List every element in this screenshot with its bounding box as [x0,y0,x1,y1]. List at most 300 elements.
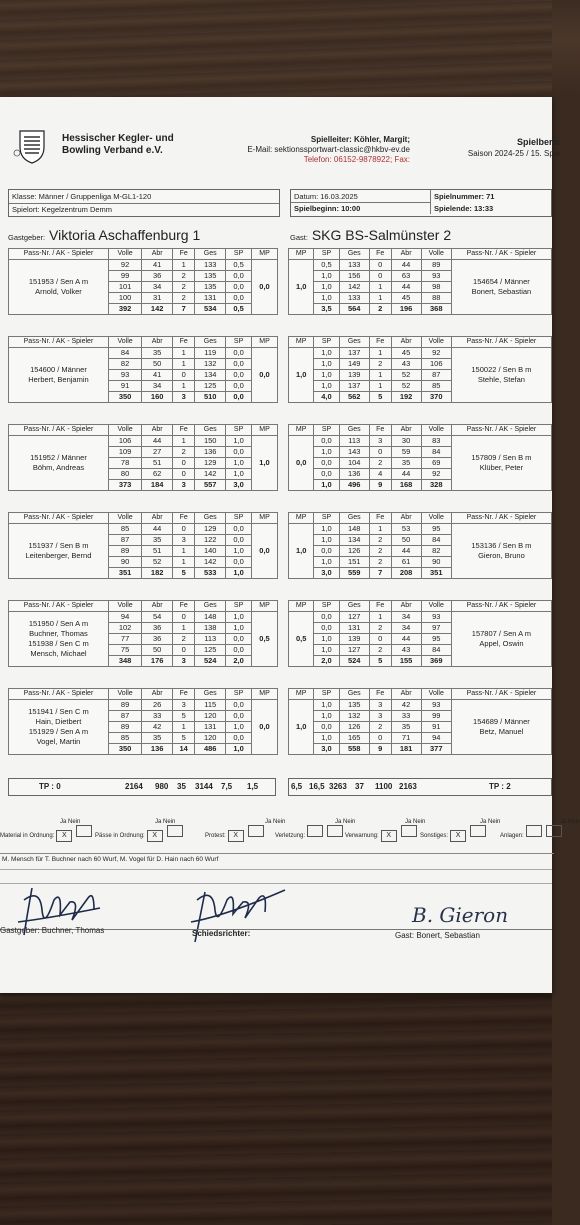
home-score-cell: 3,0 [226,480,252,491]
home-score-cell: 84 [108,348,141,359]
away-score-cell: 1,0 [314,535,339,546]
away-score-cell: 85 [421,381,451,392]
home-col-header: Pass-Nr. / AK - Spieler [9,689,109,700]
check-box-ja[interactable]: X [228,830,244,842]
home-score-cell: 0,5 [226,304,252,315]
away-signature-label: Gast: Bonert, Sebastian [395,931,480,940]
away-score-cell: 139 [339,634,369,645]
home-score-cell: 0,0 [226,381,252,392]
check-box-nein[interactable] [167,825,183,837]
away-score-cell: 90 [421,557,451,568]
away-col-header: Abr [391,337,421,348]
spielnummer: Spielnummer: 71 [434,192,495,201]
home-score-cell: 348 [108,656,141,667]
home-score-cell: 33 [142,711,173,722]
away-col-header: Pass-Nr. / AK - Spieler [451,601,551,612]
home-score-cell: 3 [173,535,195,546]
home-score-cell: 1 [173,546,195,557]
home-tp: TP : 0 [39,782,61,791]
home-col-header: Volle [108,337,141,348]
away-player-line: 150022 / Sen B m [471,365,532,374]
home-col-header: Pass-Nr. / AK - Spieler [9,249,109,260]
home-totals-box [8,778,276,796]
away-score-cell: 4 [369,469,391,480]
away-score-cell: 5 [369,392,391,403]
away-score-cell: 98 [421,282,451,293]
away-game-table-2 [288,336,552,403]
home-score-cell: 150 [195,436,226,447]
home-score-cell: 129 [195,524,226,535]
home-col-header: SP [226,425,252,436]
home-score-cell: 0,0 [226,370,252,381]
home-score-cell: 1 [173,623,195,634]
home-lane-row [9,260,278,271]
home-lane-row [9,700,278,711]
klasse: Klasse: Männer / Gruppenliga M-GL1-120 [9,190,279,204]
away-total-value: 6,5 [291,782,303,791]
home-score-cell: 2 [173,271,195,282]
check-box-nein[interactable] [76,825,92,837]
away-score-cell: 2 [369,535,391,546]
home-score-cell: 1 [173,359,195,370]
away-score-cell: 5 [369,656,391,667]
check-box-ja[interactable] [526,825,542,837]
away-score-cell: 95 [421,634,451,645]
home-col-header: Fe [173,425,195,436]
home-player-line: 151929 / Sen A m [28,727,89,736]
away-score-cell: 83 [421,436,451,447]
check-box-ja[interactable]: X [147,830,163,842]
away-score-cell: 3,5 [314,304,339,315]
away-col-header: Pass-Nr. / AK - Spieler [451,689,551,700]
away-score-cell: 1,0 [314,381,339,392]
home-score-cell: 54 [142,612,173,623]
check-label: Sonstiges: [420,833,449,839]
home-game-table-3 [8,424,278,491]
home-score-cell: 31 [142,293,173,304]
away-mp-cell: 0,0 [289,436,314,491]
home-player-line: 151953 / Sen A m [28,277,89,286]
away-score-cell: 181 [391,744,421,755]
home-score-cell: 102 [108,623,141,634]
away-score-cell: 0,5 [314,260,339,271]
away-lane-row [289,348,552,359]
home-score-cell: 89 [108,722,141,733]
away-score-cell: 559 [339,568,369,579]
home-score-cell: 99 [108,271,141,282]
away-score-cell: 0,0 [314,458,339,469]
home-score-cell: 62 [142,469,173,480]
home-score-cell: 44 [142,524,173,535]
home-col-header: Volle [108,425,141,436]
home-col-header: Fe [173,601,195,612]
home-col-header: SP [226,337,252,348]
away-col-header: Volle [421,689,451,700]
away-score-cell: 126 [339,546,369,557]
away-game-table-5 [288,600,552,667]
home-col-header: MP [252,425,278,436]
home-score-cell: 138 [195,623,226,634]
away-player-cell [451,260,551,315]
home-score-cell: 0,5 [226,260,252,271]
away-score-cell: 370 [421,392,451,403]
home-col-header: Fe [173,513,195,524]
away-score-cell: 82 [421,546,451,557]
home-score-cell: 373 [108,480,141,491]
home-total-value: 2164 [125,782,143,791]
away-score-cell: 94 [421,733,451,744]
home-score-cell: 1,0 [226,436,252,447]
home-score-cell: 142 [195,469,226,480]
away-score-cell: 1 [369,612,391,623]
away-col-header: Pass-Nr. / AK - Spieler [451,337,551,348]
home-score-cell: 533 [195,568,226,579]
home-col-header: Ges [195,513,226,524]
away-score-cell: 142 [339,282,369,293]
home-score-cell: 135 [195,282,226,293]
home-player-line: Mensch, Michael [30,649,87,658]
check-box-ja[interactable]: X [381,830,397,842]
home-team-label: Gastgeber: [8,233,46,242]
check-item [205,819,285,842]
home-score-cell: 0 [173,524,195,535]
home-player-line: 154600 / Männer [30,365,87,374]
away-player-line: 153136 / Sen B m [471,541,532,550]
remark: M. Mensch für T. Buchner nach 60 Wurf, M. Vogel für D. Hain nach 60 Wurf [0,853,554,863]
away-col-header: Fe [369,689,391,700]
hessen-lion-logo-icon [12,129,52,165]
away-col-header: Pass-Nr. / AK - Spieler [451,249,551,260]
away-score-cell: 1,0 [314,634,339,645]
ja-nein-label: Ja Nein [480,819,501,825]
home-lane-row [9,524,278,535]
away-score-cell: 1,0 [314,711,339,722]
home-game-table-6 [8,688,278,755]
away-score-cell: 84 [421,645,451,656]
home-col-header: MP [252,249,278,260]
away-lane-row [289,612,552,623]
away-score-cell: 113 [339,436,369,447]
home-score-cell: 133 [195,260,226,271]
away-col-header: Ges [339,601,369,612]
away-score-cell: 3 [369,436,391,447]
away-score-cell: 155 [391,656,421,667]
home-col-header: Ges [195,689,226,700]
home-player-line: 151952 / Männer [30,453,87,462]
datum: Datum: 16.03.2025 [291,190,431,203]
home-score-cell: 524 [195,656,226,667]
away-score-cell: 43 [391,645,421,656]
home-col-header: MP [252,337,278,348]
home-player-line: Buchner, Thomas [29,629,88,638]
away-score-cell: 44 [391,282,421,293]
away-score-cell: 0 [369,271,391,282]
home-player-cell [9,260,109,315]
away-score-cell: 43 [391,359,421,370]
away-score-cell: 369 [421,656,451,667]
away-score-cell: 52 [391,370,421,381]
home-total-value: 980 [155,782,169,791]
check-box-nein[interactable] [327,825,343,837]
home-score-cell: 534 [195,304,226,315]
home-score-cell: 182 [142,568,173,579]
home-score-cell: 34 [142,381,173,392]
away-score-cell: 1 [369,370,391,381]
home-signature-label: Gastgeber: Buchner, Thomas [0,926,105,935]
check-label: Protest: [205,833,226,839]
away-score-cell: 33 [391,711,421,722]
away-col-header: MP [289,513,314,524]
home-score-cell: 0 [173,469,195,480]
home-game-table-5 [8,600,278,667]
home-signature [10,880,130,960]
home-score-cell: 1,0 [226,469,252,480]
contact-block [215,135,410,165]
check-box-ja[interactable]: X [450,830,466,842]
home-score-cell: 51 [142,458,173,469]
home-score-cell: 101 [108,282,141,293]
home-score-cell: 85 [108,524,141,535]
home-score-cell: 5 [173,568,195,579]
away-player-cell [451,524,551,579]
home-col-header: SP [226,689,252,700]
home-player-line: 151937 / Sen B m [28,541,89,550]
away-score-cell: 30 [391,436,421,447]
home-score-cell: 486 [195,744,226,755]
org-line2: Bowling Verband e.V. [62,145,163,156]
home-score-cell: 27 [142,447,173,458]
check-box-nein[interactable] [546,825,562,837]
home-score-cell: 2 [173,634,195,645]
org-name [62,133,174,157]
org-line1: Hessischer Kegler- und [62,133,174,144]
check-item [345,819,425,842]
check-box-nein[interactable] [470,825,486,837]
home-col-header: Pass-Nr. / AK - Spieler [9,425,109,436]
home-mp-cell: 1,0 [252,436,278,491]
class-box [8,189,280,217]
check-item [275,819,355,839]
away-score-cell: 2 [369,359,391,370]
away-player-line: 154689 / Männer [473,717,530,726]
away-score-cell: 0,0 [314,469,339,480]
away-score-cell: 3 [369,711,391,722]
home-score-cell: 109 [108,447,141,458]
home-score-cell: 131 [195,293,226,304]
away-lane-row [289,436,552,447]
home-score-cell: 0,0 [226,557,252,568]
away-score-cell: 137 [339,348,369,359]
away-mp-cell: 0,5 [289,612,314,667]
away-col-header: Fe [369,425,391,436]
away-col-header: Pass-Nr. / AK - Spieler [451,513,551,524]
check-item [0,819,94,842]
home-score-cell: 140 [195,546,226,557]
away-score-cell: 71 [391,733,421,744]
home-score-cell: 5 [173,733,195,744]
away-player-line: Gieron, Bruno [478,551,525,560]
home-score-cell: 89 [108,700,141,711]
home-total-value: 7,5 [221,782,233,791]
home-score-cell: 136 [195,447,226,458]
away-score-cell: 126 [339,722,369,733]
away-col-header: SP [314,425,339,436]
home-score-cell: 1 [173,348,195,359]
away-score-cell: 92 [421,469,451,480]
ja-nein-label: Ja Nein [335,819,356,825]
away-score-cell: 1 [369,524,391,535]
home-score-cell: 87 [108,535,141,546]
away-score-cell: 524 [339,656,369,667]
check-box-ja[interactable]: X [56,830,72,842]
home-score-cell: 85 [108,733,141,744]
away-col-header: Ges [339,249,369,260]
away-score-cell: 0,0 [314,546,339,557]
away-score-cell: 1,0 [314,271,339,282]
away-score-cell: 368 [421,304,451,315]
home-player-cell [9,524,109,579]
home-score-cell: 0,0 [226,392,252,403]
home-player-line: Arnold, Volker [35,287,82,296]
home-score-cell: 1,0 [226,568,252,579]
home-score-cell: 5 [173,711,195,722]
home-game-table-2 [8,336,278,403]
home-col-header: MP [252,689,278,700]
away-score-cell: 168 [391,480,421,491]
home-score-cell: 51 [142,546,173,557]
home-score-cell: 122 [195,535,226,546]
away-col-header: Ges [339,689,369,700]
home-score-cell: 350 [108,392,141,403]
home-game-table-1 [8,248,278,315]
home-score-cell: 131 [195,722,226,733]
away-score-cell: 3 [369,700,391,711]
away-signature: B. Gieron [412,903,509,927]
home-score-cell: 0,0 [226,733,252,744]
home-score-cell: 50 [142,645,173,656]
home-player-cell [9,700,109,755]
home-score-cell: 75 [108,645,141,656]
away-score-cell: 104 [339,458,369,469]
check-label: Verletzung: [275,833,306,839]
home-score-cell: 2 [173,447,195,458]
home-score-cell: 36 [142,634,173,645]
away-score-cell: 0,0 [314,623,339,634]
home-score-cell: 1,0 [226,722,252,733]
home-score-cell: 160 [142,392,173,403]
away-score-cell: 93 [421,612,451,623]
home-player-line: Leitenberger, Bernd [25,551,92,560]
check-box-ja[interactable] [307,825,323,837]
check-box-nein[interactable] [248,825,264,837]
away-score-cell: 45 [391,348,421,359]
away-score-cell: 97 [421,623,451,634]
home-score-cell: 92 [108,260,141,271]
away-score-cell: 44 [391,634,421,645]
away-col-header: Abr [391,601,421,612]
home-team [8,227,200,243]
check-box-nein[interactable] [401,825,417,837]
home-score-cell: 0 [173,612,195,623]
away-score-cell: 2,0 [314,656,339,667]
away-score-cell: 95 [421,524,451,535]
referee-signature [185,882,305,952]
home-score-cell: 3 [173,700,195,711]
away-score-cell: 92 [421,348,451,359]
away-score-cell: 84 [421,447,451,458]
home-game-table-4 [8,512,278,579]
spielbeginn: Spielbeginn: 10:00 [291,203,431,214]
home-score-cell: 3 [173,480,195,491]
away-score-cell: 1 [369,348,391,359]
away-score-cell: 148 [339,524,369,535]
away-score-cell: 143 [339,447,369,458]
table-surface-bottom [0,990,552,1225]
away-score-cell: 208 [391,568,421,579]
ja-nein-label: Ja Nein [265,819,286,825]
away-score-cell: 52 [391,381,421,392]
away-score-cell: 131 [339,623,369,634]
away-score-cell: 165 [339,733,369,744]
home-score-cell: 44 [142,436,173,447]
away-game-table-3 [288,424,552,491]
away-col-header: SP [314,513,339,524]
away-col-header: Pass-Nr. / AK - Spieler [451,425,551,436]
telefon: Telefon: 06152-9878922; Fax: [303,155,410,164]
home-col-header: Pass-Nr. / AK - Spieler [9,337,109,348]
away-totals-box [288,778,552,796]
home-score-cell: 1,0 [226,744,252,755]
home-col-header: Ges [195,601,226,612]
home-score-cell: 176 [142,656,173,667]
away-score-cell: 192 [391,392,421,403]
check-item [420,819,500,842]
home-score-cell: 0,0 [226,447,252,458]
home-score-cell: 0 [173,458,195,469]
home-score-cell: 134 [195,370,226,381]
home-score-cell: 115 [195,700,226,711]
away-score-cell: 0,0 [314,722,339,733]
spielleiter: Spielleiter: Köhler, Margit; [310,135,410,144]
away-score-cell: 44 [391,469,421,480]
away-score-cell: 1,0 [314,370,339,381]
home-player-line: Böhm, Andreas [32,463,85,472]
away-score-cell: 93 [421,700,451,711]
home-mp-cell: 0,0 [252,260,278,315]
home-score-cell: 0,0 [226,293,252,304]
home-score-cell: 0,0 [226,524,252,535]
away-score-cell: 136 [339,469,369,480]
home-score-cell: 87 [108,711,141,722]
away-score-cell: 149 [339,359,369,370]
home-score-cell: 52 [142,557,173,568]
away-col-header: Volle [421,337,451,348]
home-score-cell: 1,0 [226,546,252,557]
home-score-cell: 125 [195,381,226,392]
away-score-cell: 9 [369,480,391,491]
away-score-cell: 558 [339,744,369,755]
away-player-cell [451,348,551,403]
home-score-cell: 0,0 [226,711,252,722]
home-score-cell: 14 [173,744,195,755]
away-score-cell: 134 [339,535,369,546]
home-col-header: Volle [108,689,141,700]
away-score-cell: 1,0 [314,359,339,370]
away-col-header: Fe [369,249,391,260]
email: E-Mail: sektionssportwart-classic@hkbv-ev.de [247,145,410,154]
away-player-cell [451,700,551,755]
away-lane-row [289,700,552,711]
